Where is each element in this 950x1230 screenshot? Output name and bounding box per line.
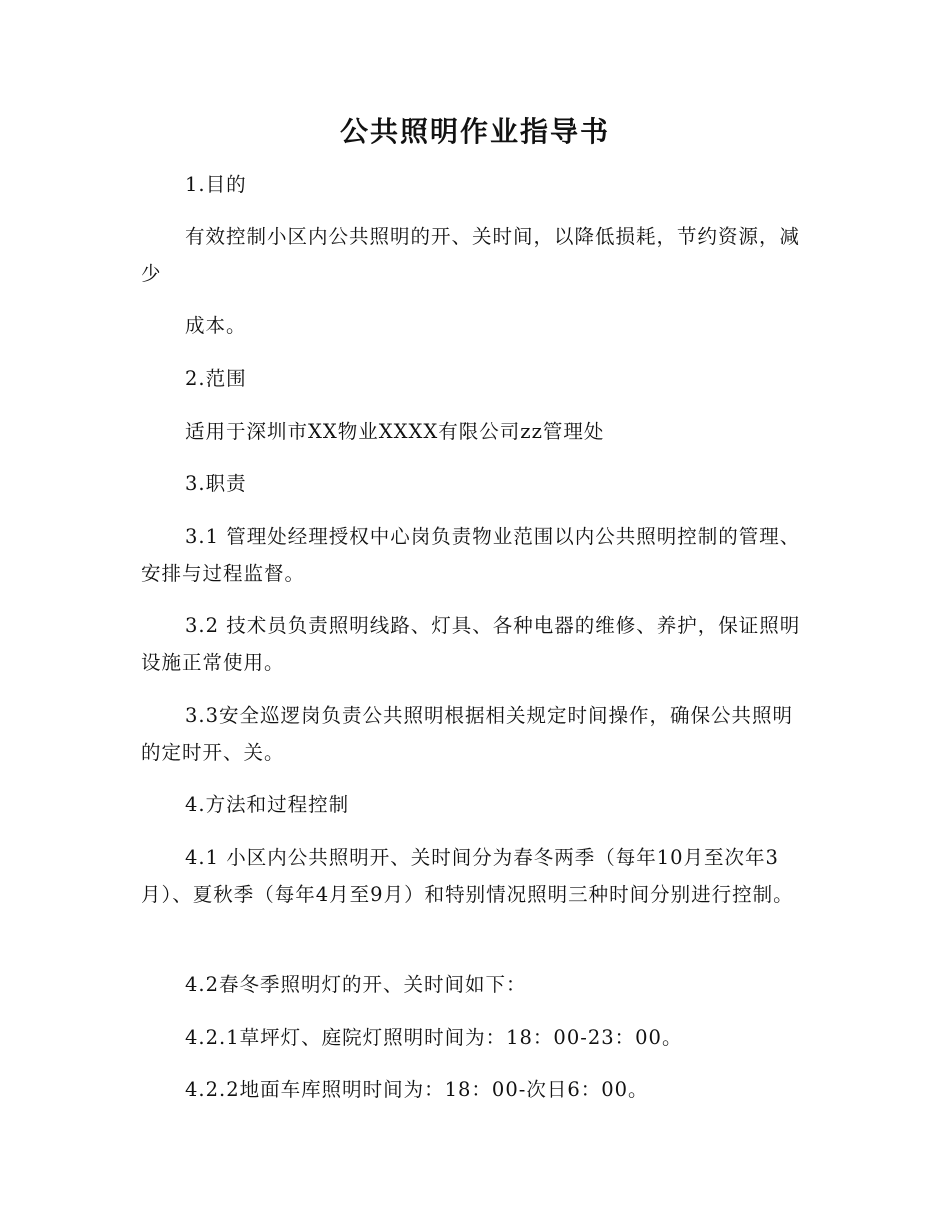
paragraph-method-4-1: 4.1 小区内公共照明开、关时间分为春冬两季（每年10月至次年3月）、夏秋季（每年4月至9月）和特别情况照明三种时间分别进行控制。 (141, 846, 794, 906)
paragraph-method-4-2-1: 4.2.1草坪灯、庭院灯照明时间为：18：00-23：00。 (185, 1026, 683, 1049)
paragraph-method-4-2-2: 4.2.2地面车库照明时间为：18：00-次日6：00。 (185, 1078, 649, 1101)
paragraph-scope: 适用于深圳市XX物业XXXX有限公司zz管理处 (185, 420, 605, 443)
paragraph-duty-3-2: 3.2 技术员负责照明线路、灯具、各种电器的维修、养护，保证照明设施正常使用。 (141, 614, 801, 674)
section-heading-purpose: 1.目的 (185, 173, 247, 196)
paragraph-purpose: 有效控制小区内公共照明的开、关时间，以降低损耗，节约资源，减少 (141, 225, 801, 285)
paragraph-duty-3-1: 3.1 管理处经理授权中心岗负责物业范围以内公共照明控制的管理、安排与过程监督。 (141, 525, 801, 585)
document-title: 公共照明作业指导书 (339, 115, 610, 148)
paragraph-duty-3-3: 3.3安全巡逻岗负责公共照明根据相关规定时间操作，确保公共照明的定时开、关。 (141, 704, 794, 764)
section-heading-duties: 3.职责 (185, 472, 247, 495)
paragraph-method-4-2: 4.2春冬季照明灯的开、关时间如下： (185, 973, 527, 996)
paragraph-purpose-cont: 成本。 (185, 314, 247, 337)
section-heading-scope: 2.范围 (185, 367, 247, 390)
section-heading-method: 4.方法和过程控制 (185, 793, 350, 816)
